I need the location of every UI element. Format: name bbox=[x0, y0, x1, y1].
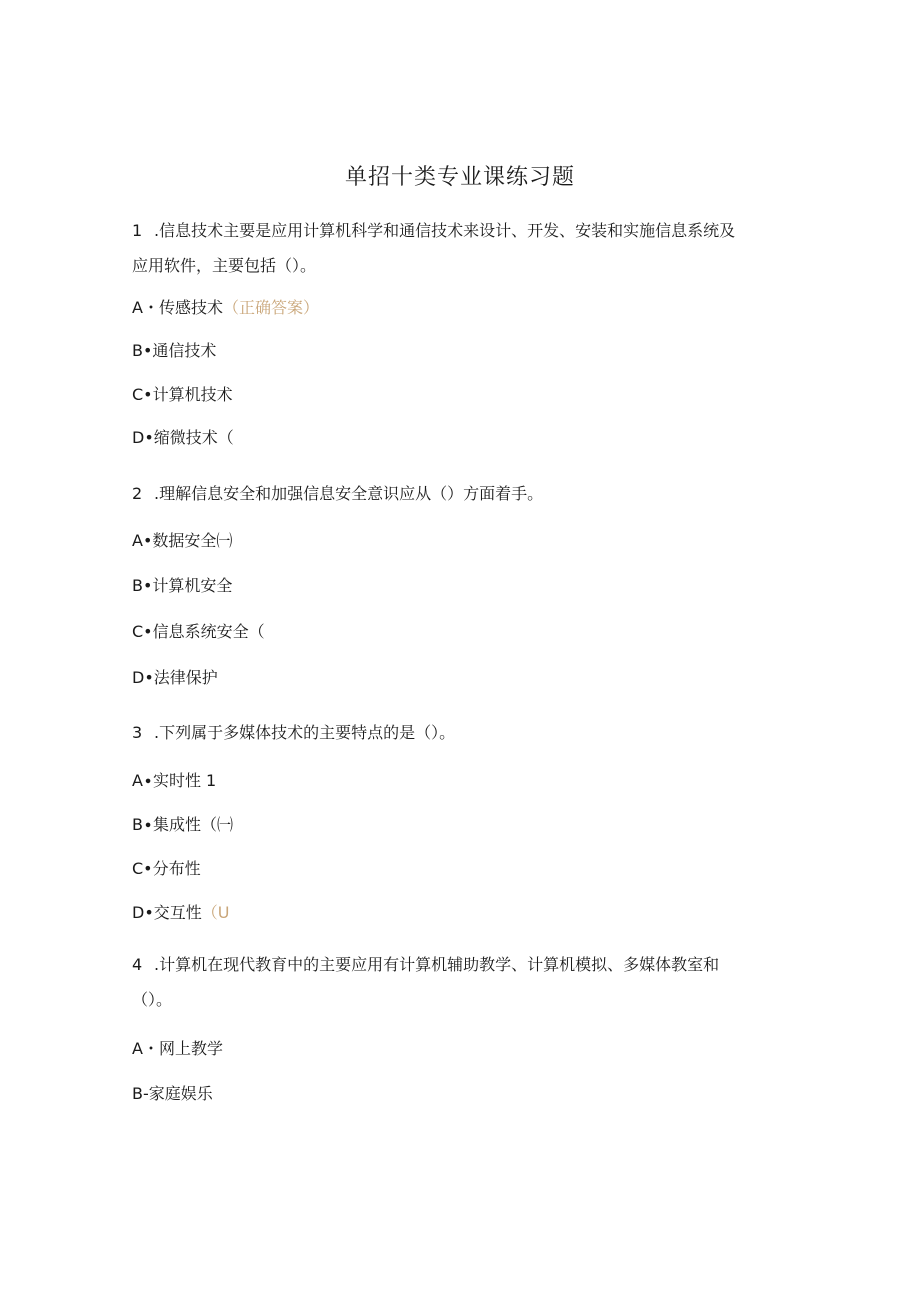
q1-option-a-answer-note: （正确答案） bbox=[222, 298, 319, 317]
question-1-number: 1 bbox=[132, 221, 143, 240]
q4-option-a: A・网上教学 bbox=[132, 1039, 223, 1058]
question-2-number: 2 bbox=[132, 484, 143, 503]
q1-option-a bbox=[132, 298, 319, 318]
question-3-number: 3 bbox=[132, 723, 143, 742]
question-1-line-1 bbox=[132, 221, 735, 241]
question-4-number: 4 bbox=[132, 955, 143, 974]
q3-option-c: C•分布性 bbox=[132, 859, 201, 878]
question-4-line-1 bbox=[132, 955, 719, 975]
q3-option-d bbox=[132, 903, 229, 923]
question-1-text: .信息技术主要是应用计算机科学和通信技术来设计、开发、安装和实施信息系统及 bbox=[154, 221, 736, 240]
q3-option-a: A∙实时性 1 bbox=[132, 771, 217, 790]
page-title: 单招十类专业课练习题 bbox=[344, 165, 575, 190]
q2-option-d: D•法律保护 bbox=[132, 668, 218, 687]
q3-option-d-answer-note: （U bbox=[201, 903, 230, 922]
q3-option-d-label: D•交互性 bbox=[132, 903, 202, 922]
question-4-text: .计算机在现代教育中的主要应用有计算机辅助教学、计算机模拟、多媒体教室和 bbox=[154, 955, 720, 974]
q1-option-a-label: A・传感技术 bbox=[132, 298, 223, 317]
q2-option-b: B•计算机安全 bbox=[132, 576, 233, 595]
q1-option-b: B•通信技术 bbox=[132, 341, 217, 360]
question-4-line-2: （）。 bbox=[132, 990, 173, 1009]
q1-option-d: D•缩微技术（ bbox=[132, 428, 234, 447]
q4-option-b: B-家庭娱乐 bbox=[132, 1084, 213, 1103]
q2-option-c: C•信息系统安全（ bbox=[132, 622, 265, 641]
question-2-line-1 bbox=[132, 484, 543, 504]
q2-option-a: A•数据安全㈠ bbox=[132, 531, 233, 550]
q1-option-c: C•计算机技术 bbox=[132, 385, 233, 404]
question-3-text: .下列属于多媒体技术的主要特点的是（）。 bbox=[154, 723, 456, 742]
q3-option-b: B∙集成性（㈠ bbox=[132, 815, 233, 834]
question-1-line-2: 应用软件，主要包括（）。 bbox=[132, 256, 317, 275]
question-3-line-1 bbox=[132, 723, 455, 743]
question-2-text: .理解信息安全和加强信息安全意识应从（）方面着手。 bbox=[154, 484, 544, 503]
